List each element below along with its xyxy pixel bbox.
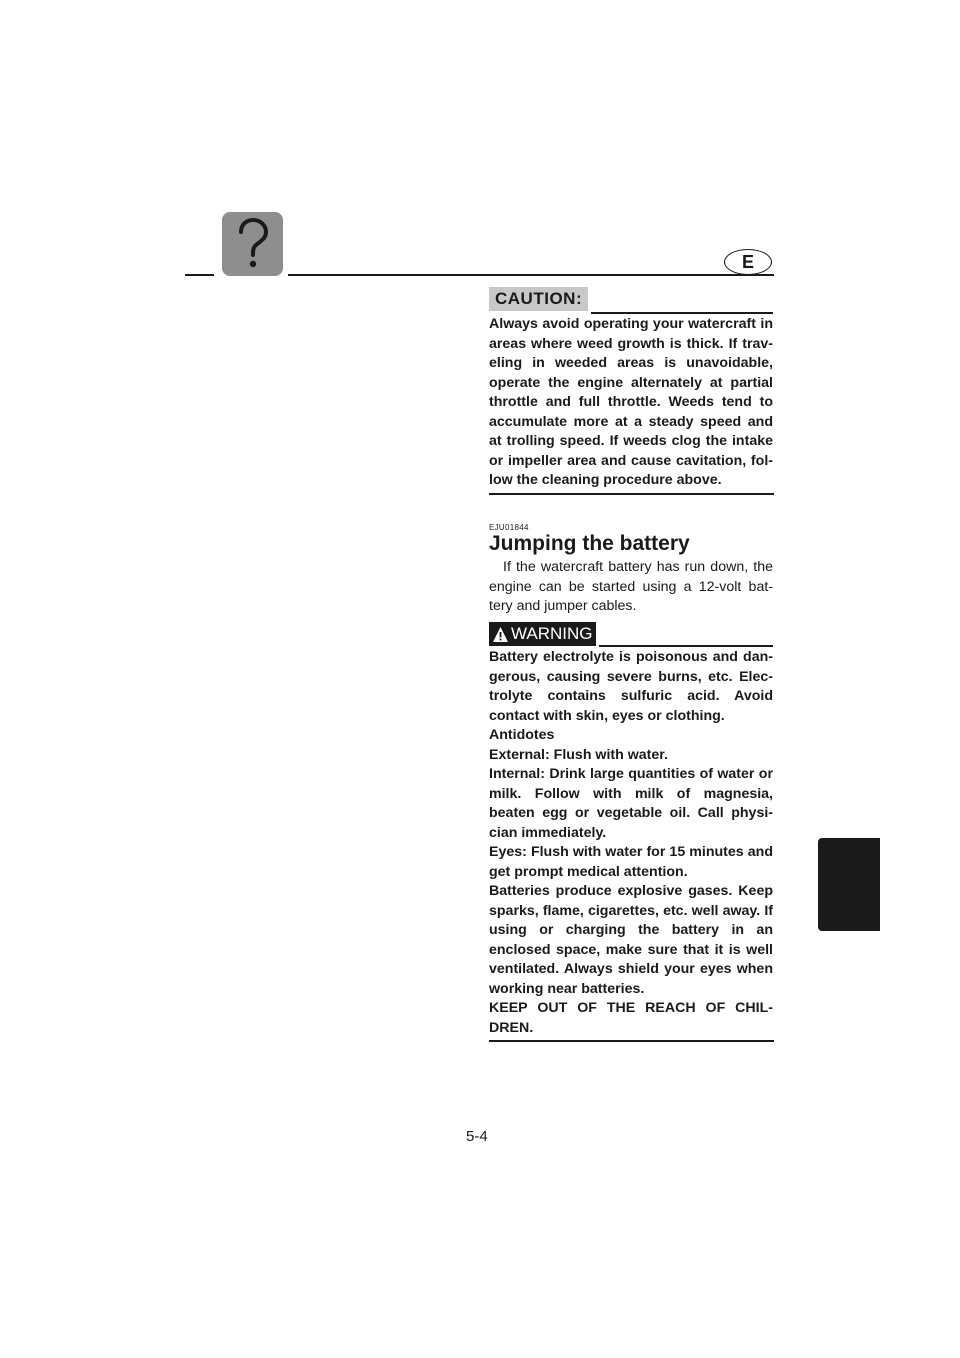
warning-paragraph: Batteries produce explosive gases. Keep sparks, flame, cigarettes, etc. well away. If using or charging the battery in an enclosed space, make sure that it is well ventilated. Always shield your eyes when working near batteries. bbox=[489, 883, 773, 997]
warning-paragraph: Battery electrolyte is poisonous and dan-gerous, causing severe burns, etc. Elec-trolyte contains sulfuric acid. Avoid contact with skin, eyes or clothing. bbox=[489, 649, 773, 724]
section-title: Jumping the battery bbox=[489, 532, 690, 555]
warning-triangle-icon bbox=[492, 626, 509, 643]
caution-text: Always avoid operating your watercraft in areas where weed growth is thick. If trav-eling in weeded areas is unavoidable, operate the engine alternately at partial throttle and full throttle. Weeds tend to accumulate more at a steady speed and at trolling speed. If weeds clog the intake or impeller area and cause cavitation, fol-low the cleaning procedure above. bbox=[489, 316, 773, 488]
warning-rule bbox=[599, 645, 773, 647]
header-rule-right bbox=[288, 274, 774, 276]
caution-rule bbox=[591, 312, 773, 314]
caution-end-rule bbox=[489, 493, 774, 495]
warning-label bbox=[489, 622, 596, 646]
language-badge: E bbox=[724, 249, 772, 275]
warning-paragraph: KEEP OUT OF THE REACH OF CHIL-DREN. bbox=[489, 1000, 773, 1036]
warning-end-rule bbox=[489, 1040, 774, 1042]
question-mark-icon bbox=[222, 212, 283, 276]
chapter-tab bbox=[818, 838, 880, 931]
header-rule-left bbox=[185, 274, 214, 276]
page-number: 5-4 bbox=[466, 1128, 488, 1145]
warning-paragraph: Eyes: Flush with water for 15 minutes and get prompt medical attention. bbox=[489, 844, 773, 880]
section-code: EJU01844 bbox=[489, 523, 529, 532]
warning-paragraph: Internal: Drink large quantities of water or milk. Follow with milk of magnesia, beaten egg or vegetable oil. Call physi-cian immediately. bbox=[489, 766, 773, 841]
section-intro: If the watercraft battery has run down, the engine can be started using a 12-volt bat-tery and jumper cables. bbox=[489, 559, 773, 614]
warning-paragraph: External: Flush with water. bbox=[489, 746, 668, 763]
caution-label: CAUTION: bbox=[489, 287, 588, 311]
warning-label-text: WARNING bbox=[511, 624, 593, 643]
warning-paragraph: Antidotes bbox=[489, 727, 555, 743]
warning-body bbox=[489, 648, 773, 1038]
